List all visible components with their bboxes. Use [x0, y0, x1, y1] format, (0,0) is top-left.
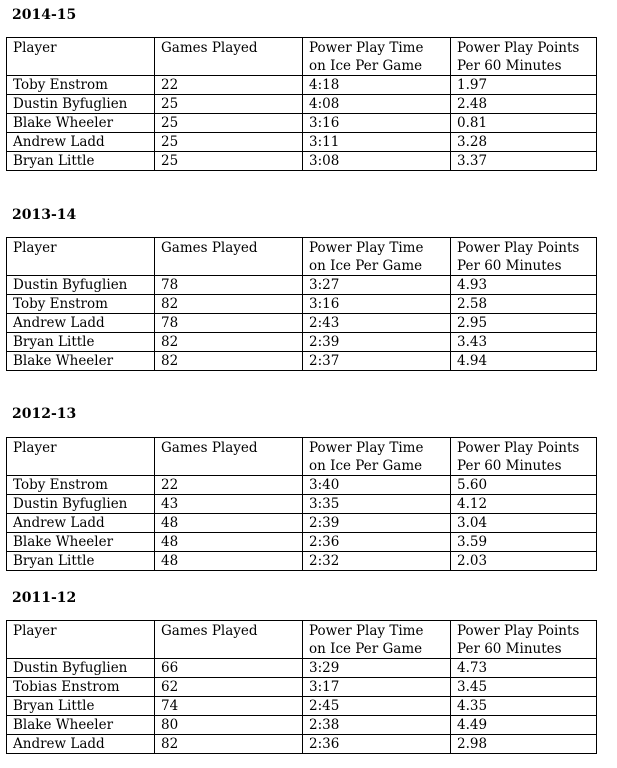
header-pp-points: Power Play Points Per 60 Minutes [451, 38, 597, 76]
header-games-played: Games Played [155, 238, 303, 276]
table-row [7, 333, 597, 352]
cell-player: Blake Wheeler [7, 533, 155, 552]
cell-points: 4.73 [451, 659, 597, 678]
cell-games: 82 [155, 352, 303, 371]
stats-table-2013-14 [6, 237, 597, 371]
header-player: Player [7, 438, 155, 476]
cell-games: 22 [155, 476, 303, 495]
cell-games: 25 [155, 114, 303, 133]
cell-games: 43 [155, 495, 303, 514]
table-row [7, 678, 597, 697]
table-row [7, 152, 597, 171]
cell-toi: 4:08 [303, 95, 451, 114]
header-pp-toi: Power Play Time on Ice Per Game [303, 238, 451, 276]
cell-player: Dustin Byfuglien [7, 495, 155, 514]
header-player: Player [7, 38, 155, 76]
cell-games: 48 [155, 533, 303, 552]
table-header-row [7, 438, 597, 476]
header-games-played: Games Played [155, 621, 303, 659]
cell-games: 82 [155, 333, 303, 352]
cell-player: Bryan Little [7, 552, 155, 571]
cell-points: 2.58 [451, 295, 597, 314]
table-row [7, 716, 597, 735]
cell-games: 25 [155, 133, 303, 152]
cell-points: 4.93 [451, 276, 597, 295]
table-row [7, 133, 597, 152]
header-pp-toi: Power Play Time on Ice Per Game [303, 438, 451, 476]
header-games-played: Games Played [155, 38, 303, 76]
cell-player: Andrew Ladd [7, 314, 155, 333]
table-row [7, 514, 597, 533]
header-pp-points: Power Play Points Per 60 Minutes [451, 438, 597, 476]
header-pp-toi: Power Play Time on Ice Per Game [303, 621, 451, 659]
cell-points: 5.60 [451, 476, 597, 495]
cell-toi: 3:08 [303, 152, 451, 171]
cell-toi: 2:37 [303, 352, 451, 371]
cell-toi: 3:27 [303, 276, 451, 295]
season-title-2012-13: 2012-13 [12, 406, 77, 422]
table-row [7, 114, 597, 133]
cell-toi: 3:40 [303, 476, 451, 495]
cell-toi: 3:11 [303, 133, 451, 152]
table-row [7, 276, 597, 295]
cell-player: Bryan Little [7, 333, 155, 352]
cell-points: 4.12 [451, 495, 597, 514]
cell-player: Bryan Little [7, 697, 155, 716]
table-row [7, 533, 597, 552]
cell-toi: 3:16 [303, 114, 451, 133]
cell-player: Andrew Ladd [7, 133, 155, 152]
table-row [7, 735, 597, 754]
cell-player: Tobias Enstrom [7, 678, 155, 697]
cell-toi: 3:29 [303, 659, 451, 678]
cell-points: 3.43 [451, 333, 597, 352]
cell-toi: 2:45 [303, 697, 451, 716]
header-player: Player [7, 621, 155, 659]
table-row [7, 552, 597, 571]
cell-points: 3.45 [451, 678, 597, 697]
stats-table-2014-15 [6, 37, 597, 171]
header-games-played: Games Played [155, 438, 303, 476]
cell-player: Toby Enstrom [7, 76, 155, 95]
cell-points: 2.48 [451, 95, 597, 114]
cell-player: Dustin Byfuglien [7, 95, 155, 114]
cell-points: 4.94 [451, 352, 597, 371]
cell-points: 1.97 [451, 76, 597, 95]
cell-toi: 2:43 [303, 314, 451, 333]
header-player: Player [7, 238, 155, 276]
cell-toi: 3:16 [303, 295, 451, 314]
table-row [7, 476, 597, 495]
cell-points: 0.81 [451, 114, 597, 133]
cell-games: 25 [155, 95, 303, 114]
cell-games: 48 [155, 514, 303, 533]
cell-toi: 2:39 [303, 514, 451, 533]
cell-player: Andrew Ladd [7, 735, 155, 754]
cell-games: 62 [155, 678, 303, 697]
cell-player: Toby Enstrom [7, 476, 155, 495]
cell-toi: 2:32 [303, 552, 451, 571]
cell-player: Toby Enstrom [7, 295, 155, 314]
table-header-row [7, 38, 597, 76]
stats-table-2011-12 [6, 620, 597, 754]
cell-games: 80 [155, 716, 303, 735]
cell-toi: 2:36 [303, 735, 451, 754]
cell-points: 2.95 [451, 314, 597, 333]
cell-toi: 2:38 [303, 716, 451, 735]
cell-toi: 2:39 [303, 333, 451, 352]
cell-player: Blake Wheeler [7, 352, 155, 371]
season-title-2011-12: 2011-12 [12, 590, 77, 606]
table-header-row [7, 238, 597, 276]
table-row [7, 76, 597, 95]
cell-toi: 2:36 [303, 533, 451, 552]
cell-games: 78 [155, 314, 303, 333]
table-row [7, 495, 597, 514]
table-row [7, 659, 597, 678]
cell-points: 2.98 [451, 735, 597, 754]
table-row [7, 697, 597, 716]
cell-points: 3.59 [451, 533, 597, 552]
cell-points: 4.35 [451, 697, 597, 716]
table-row [7, 314, 597, 333]
cell-points: 3.28 [451, 133, 597, 152]
header-pp-toi: Power Play Time on Ice Per Game [303, 38, 451, 76]
header-pp-points: Power Play Points Per 60 Minutes [451, 621, 597, 659]
cell-games: 48 [155, 552, 303, 571]
cell-games: 22 [155, 76, 303, 95]
cell-games: 82 [155, 735, 303, 754]
table-row [7, 352, 597, 371]
cell-player: Blake Wheeler [7, 716, 155, 735]
cell-games: 66 [155, 659, 303, 678]
cell-points: 2.03 [451, 552, 597, 571]
cell-points: 4.49 [451, 716, 597, 735]
cell-points: 3.37 [451, 152, 597, 171]
cell-toi: 4:18 [303, 76, 451, 95]
cell-games: 25 [155, 152, 303, 171]
cell-games: 78 [155, 276, 303, 295]
cell-player: Dustin Byfuglien [7, 659, 155, 678]
season-title-2014-15: 2014-15 [12, 7, 77, 23]
cell-player: Bryan Little [7, 152, 155, 171]
table-header-row [7, 621, 597, 659]
cell-player: Blake Wheeler [7, 114, 155, 133]
cell-toi: 3:17 [303, 678, 451, 697]
header-pp-points: Power Play Points Per 60 Minutes [451, 238, 597, 276]
cell-player: Andrew Ladd [7, 514, 155, 533]
cell-player: Dustin Byfuglien [7, 276, 155, 295]
cell-games: 82 [155, 295, 303, 314]
cell-points: 3.04 [451, 514, 597, 533]
cell-toi: 3:35 [303, 495, 451, 514]
table-row [7, 95, 597, 114]
season-title-2013-14: 2013-14 [12, 207, 77, 223]
cell-games: 74 [155, 697, 303, 716]
table-row [7, 295, 597, 314]
stats-table-2012-13 [6, 437, 597, 571]
